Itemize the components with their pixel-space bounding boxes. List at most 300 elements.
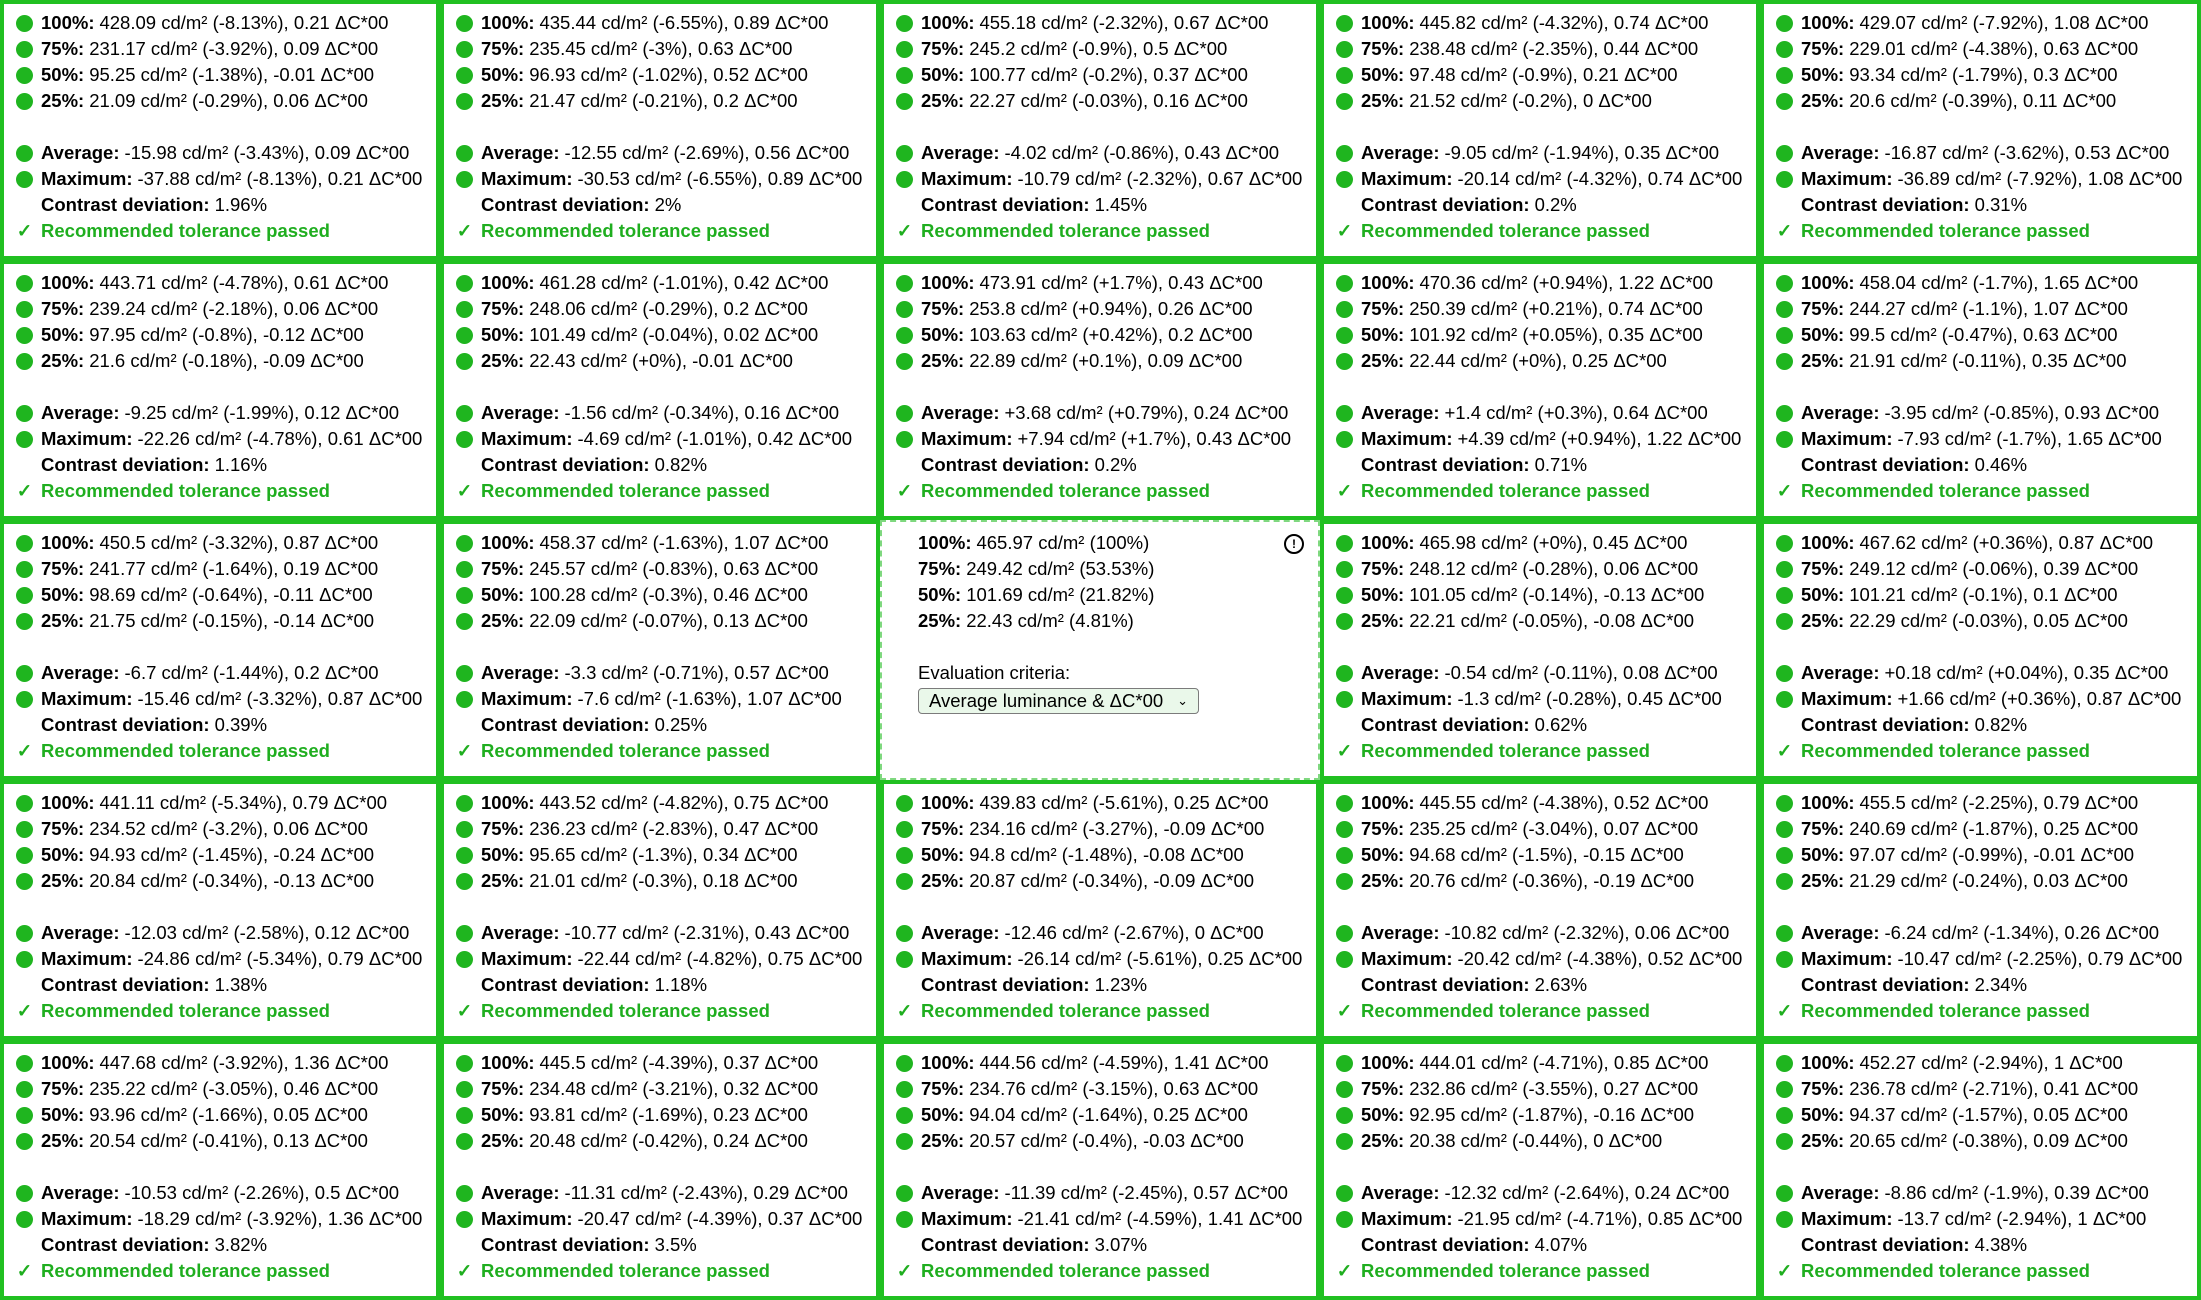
row-value: 473.91 cd/m² (+1.7%), 0.43 ΔC*00 [979,272,1263,293]
row-value: 429.07 cd/m² (-7.92%), 1.08 ΔC*00 [1859,12,2149,33]
row-value: -12.55 cd/m² (-2.69%), 0.56 ΔC*00 [564,142,850,163]
tolerance-passed-text: Recommended tolerance passed [1361,480,1650,501]
row-label: Contrast deviation: [921,194,1090,215]
tolerance-passed-text: Recommended tolerance passed [41,480,330,501]
row-value: 3.07% [1094,1234,1148,1255]
status-dot-icon [896,1133,913,1150]
row-value: -9.25 cd/m² (-1.99%), 0.12 ΔC*00 [124,402,400,423]
status-dot-icon [16,405,33,422]
status-dot-icon [456,847,473,864]
status-dot-icon [16,15,33,32]
tolerance-passed-text: Recommended tolerance passed [481,1000,770,1021]
row-label: 25%: [1801,610,1845,631]
measurement-row-p100 [1336,270,1744,296]
status-dot-icon [16,353,33,370]
status-dot-icon [1776,275,1793,292]
row-value: -10.53 cd/m² (-2.26%), 0.5 ΔC*00 [124,1182,400,1203]
status-dot-icon [896,327,913,344]
tolerance-passed-row [896,1258,1304,1284]
measurement-row-maximum [896,426,1304,452]
row-label: 50%: [481,1104,525,1125]
row-label: Average: [1361,142,1440,163]
contrast-deviation-row [456,712,864,738]
row-label: 25%: [1361,350,1405,371]
row-label: 100%: [41,792,95,813]
measurement-row-p25 [16,348,424,374]
status-dot-icon [1336,301,1353,318]
measurement-row-p50 [456,842,864,868]
measurement-cell [440,0,880,260]
row-label: Maximum: [1361,428,1453,449]
row-label: 50%: [41,844,85,865]
measurement-row-p100 [1776,790,2185,816]
row-value: 20.48 cd/m² (-0.42%), 0.24 ΔC*00 [529,1130,808,1151]
checkmark-icon: ✓ [896,1260,913,1281]
status-dot-icon [896,145,913,162]
row-value: 0.2% [1094,454,1137,475]
measurement-cell [0,1040,440,1300]
measurement-row-p25 [1776,348,2185,374]
measurement-row-p50 [456,62,864,88]
status-dot-icon [456,665,473,682]
status-dot-icon [456,1081,473,1098]
measurement-row-maximum [896,946,1304,972]
measurement-row-p100 [1776,10,2185,36]
spacer [896,374,1304,400]
measurement-cell [440,520,880,780]
row-label: 25%: [921,870,965,891]
spacer [1336,374,1744,400]
status-dot-icon [896,171,913,188]
row-label: 50%: [41,324,85,345]
measurement-row-p50 [1776,322,2185,348]
row-label: 50%: [41,1104,85,1125]
row-value: 100.77 cd/m² (-0.2%), 0.37 ΔC*00 [969,64,1248,85]
measurement-row-average [896,920,1304,946]
contrast-deviation-row [1336,192,1744,218]
status-dot-icon [456,821,473,838]
row-value: -8.86 cd/m² (-1.9%), 0.39 ΔC*00 [1884,1182,2149,1203]
row-value: 3.5% [654,1234,697,1255]
status-dot-icon [1776,1107,1793,1124]
row-label: Maximum: [1801,948,1893,969]
status-dot-icon [1336,15,1353,32]
measurement-cell [1760,260,2201,520]
measurement-row-p25 [1336,608,1744,634]
row-label: Contrast deviation: [921,454,1090,475]
tolerance-passed-row [1336,218,1744,244]
row-label: 50%: [481,584,525,605]
row-value: -26.14 cd/m² (-5.61%), 0.25 ΔC*00 [1017,948,1303,969]
measurement-row-p25 [1336,868,1744,894]
row-value: 95.65 cd/m² (-1.3%), 0.34 ΔC*00 [529,844,798,865]
checkmark-icon: ✓ [896,1000,913,1021]
reference-row-p25 [918,608,1282,634]
row-value: 0.82% [1974,714,2028,735]
status-dot-icon [1336,327,1353,344]
row-label: 100%: [921,1052,975,1073]
status-dot-icon [16,1185,33,1202]
row-label: 50%: [1361,324,1405,345]
status-dot-icon [1336,67,1353,84]
measurement-row-p100 [456,1050,864,1076]
status-dot-icon [1336,275,1353,292]
row-value: 450.5 cd/m² (-3.32%), 0.87 ΔC*00 [99,532,379,553]
row-value: 236.78 cd/m² (-2.71%), 0.41 ΔC*00 [1849,1078,2139,1099]
row-label: 75%: [481,818,525,839]
row-value: 94.8 cd/m² (-1.48%), -0.08 ΔC*00 [969,844,1244,865]
row-value: 21.09 cd/m² (-0.29%), 0.06 ΔC*00 [89,90,368,111]
row-value: 20.57 cd/m² (-0.4%), -0.03 ΔC*00 [969,1130,1244,1151]
row-label: 100%: [1801,272,1855,293]
measurement-row-p50 [1336,582,1744,608]
status-dot-icon [896,1081,913,1098]
measurement-row-p75 [456,1076,864,1102]
measurement-cell [1760,780,2201,1040]
row-value: -1.56 cd/m² (-0.34%), 0.16 ΔC*00 [564,402,840,423]
row-label: Contrast deviation: [41,714,210,735]
status-dot-icon [456,431,473,448]
row-label: 25%: [1801,1130,1845,1151]
measurement-row-p100 [1776,270,2185,296]
row-value: 2.34% [1974,974,2028,995]
row-value: 3.82% [214,1234,268,1255]
status-dot-icon [896,275,913,292]
measurement-row-p25 [896,348,1304,374]
spacer [896,114,1304,140]
checkmark-icon: ✓ [456,220,473,241]
spacer [456,894,864,920]
measurement-row-p50 [16,842,424,868]
row-value: -15.46 cd/m² (-3.32%), 0.87 ΔC*00 [137,688,423,709]
spacer [456,374,864,400]
row-label: 100%: [918,532,972,553]
row-value: 439.83 cd/m² (-5.61%), 0.25 ΔC*00 [979,792,1269,813]
reference-cell [880,520,1320,780]
row-value: 244.27 cd/m² (-1.1%), 1.07 ΔC*00 [1849,298,2128,319]
row-label: Average: [1361,1182,1440,1203]
spacer [456,114,864,140]
row-value: 0.71% [1534,454,1588,475]
contrast-deviation-row [1776,972,2185,998]
row-value: 101.05 cd/m² (-0.14%), -0.13 ΔC*00 [1409,584,1705,605]
row-value: 1.38% [214,974,268,995]
status-dot-icon [1776,1211,1793,1228]
row-value: 232.86 cd/m² (-3.55%), 0.27 ΔC*00 [1409,1078,1699,1099]
row-label: 25%: [1361,90,1405,111]
measurement-row-maximum [456,426,864,452]
row-label: 100%: [921,12,975,33]
row-label: Maximum: [481,1208,573,1229]
status-dot-icon [1776,847,1793,864]
row-label: Maximum: [1361,1208,1453,1229]
row-value: 2.63% [1534,974,1588,995]
status-dot-icon [456,93,473,110]
row-value: 245.2 cd/m² (-0.9%), 0.5 ΔC*00 [969,38,1228,59]
tolerance-passed-row [1776,1258,2185,1284]
row-label: Contrast deviation: [481,974,650,995]
measurement-row-p25 [16,1128,424,1154]
measurement-row-maximum [1336,1206,1744,1232]
status-dot-icon [1336,171,1353,188]
row-value: -24.86 cd/m² (-5.34%), 0.79 ΔC*00 [137,948,423,969]
measurement-row-p25 [456,348,864,374]
row-label: Contrast deviation: [481,194,650,215]
row-value: 238.48 cd/m² (-2.35%), 0.44 ΔC*00 [1409,38,1699,59]
tolerance-passed-row [16,478,424,504]
measurement-row-average [16,140,424,166]
status-dot-icon [1336,535,1353,552]
measurement-row-p100 [1336,790,1744,816]
row-value: 98.69 cd/m² (-0.64%), -0.11 ΔC*00 [89,584,373,605]
contrast-deviation-row [16,1232,424,1258]
row-label: Average: [1801,402,1880,423]
spacer [1336,634,1744,660]
status-dot-icon [456,587,473,604]
tolerance-passed-row [16,218,424,244]
measurement-row-p100 [896,270,1304,296]
measurement-cell [1760,0,2201,260]
tolerance-passed-row [1776,738,2185,764]
measurement-row-p75 [456,296,864,322]
status-dot-icon [896,951,913,968]
status-dot-icon [16,67,33,84]
status-dot-icon [16,301,33,318]
measurement-row-p75 [1776,816,2185,842]
row-value: -9.05 cd/m² (-1.94%), 0.35 ΔC*00 [1444,142,1720,163]
measurement-row-maximum [16,686,424,712]
status-dot-icon [1336,587,1353,604]
row-value: -37.88 cd/m² (-8.13%), 0.21 ΔC*00 [137,168,423,189]
status-dot-icon [896,67,913,84]
row-value: -3.3 cd/m² (-0.71%), 0.57 ΔC*00 [564,662,829,683]
row-value: -11.31 cd/m² (-2.43%), 0.29 ΔC*00 [564,1182,848,1203]
row-label: 75%: [481,298,525,319]
row-label: 25%: [41,1130,85,1151]
row-label: Average: [1801,662,1880,683]
status-dot-icon [896,431,913,448]
row-label: 50%: [481,324,525,345]
status-dot-icon [456,67,473,84]
measurement-cell [1320,520,1760,780]
row-label: 25%: [41,350,85,371]
checkmark-icon: ✓ [1776,740,1793,761]
row-label: Maximum: [41,428,133,449]
row-value: 101.69 cd/m² (21.82%) [966,584,1155,605]
row-label: 100%: [481,272,535,293]
status-dot-icon [456,327,473,344]
status-dot-icon [1776,665,1793,682]
measurement-row-average [1336,1180,1744,1206]
row-label: 100%: [1361,12,1415,33]
row-label: 75%: [41,298,85,319]
row-value: 445.82 cd/m² (-4.32%), 0.74 ΔC*00 [1419,12,1709,33]
row-value: 1.18% [654,974,708,995]
measurement-row-average [16,920,424,946]
row-label: Maximum: [921,1208,1013,1229]
row-value: 100.28 cd/m² (-0.3%), 0.46 ΔC*00 [529,584,808,605]
measurement-row-p75 [896,816,1304,842]
tolerance-passed-text: Recommended tolerance passed [1801,740,2090,761]
row-value: 235.22 cd/m² (-3.05%), 0.46 ΔC*00 [89,1078,379,1099]
row-label: Maximum: [41,168,133,189]
status-dot-icon [896,405,913,422]
info-icon[interactable]: ! [1284,534,1304,554]
row-value: 101.21 cd/m² (-0.1%), 0.1 ΔC*00 [1849,584,2118,605]
status-dot-icon [896,41,913,58]
row-value: 240.69 cd/m² (-1.87%), 0.25 ΔC*00 [1849,818,2139,839]
row-label: 100%: [41,12,95,33]
measurement-row-p75 [1336,816,1744,842]
measurement-row-p25 [1776,88,2185,114]
status-dot-icon [456,275,473,292]
row-label: Average: [1801,1182,1880,1203]
row-label: 100%: [1801,12,1855,33]
row-value: 2% [654,194,682,215]
row-value: 239.24 cd/m² (-2.18%), 0.06 ΔC*00 [89,298,379,319]
status-dot-icon [1336,847,1353,864]
status-dot-icon [456,925,473,942]
measurement-row-p25 [1336,1128,1744,1154]
status-dot-icon [456,795,473,812]
measurement-row-p100 [896,10,1304,36]
measurement-row-p75 [896,1076,1304,1102]
contrast-deviation-row [896,1232,1304,1258]
row-value: -4.02 cd/m² (-0.86%), 0.43 ΔC*00 [1004,142,1280,163]
measurement-row-p50 [456,1102,864,1128]
row-label: 50%: [41,64,85,85]
tolerance-passed-row [16,738,424,764]
row-value: 94.68 cd/m² (-1.5%), -0.15 ΔC*00 [1409,844,1684,865]
status-dot-icon [1336,353,1353,370]
row-label: Maximum: [921,428,1013,449]
measurement-cell [0,0,440,260]
tolerance-passed-text: Recommended tolerance passed [481,480,770,501]
row-value: 455.18 cd/m² (-2.32%), 0.67 ΔC*00 [979,12,1269,33]
tolerance-passed-row [896,478,1304,504]
row-value: +7.94 cd/m² (+1.7%), 0.43 ΔC*00 [1017,428,1292,449]
row-label: Contrast deviation: [41,974,210,995]
row-label: 75%: [1361,818,1405,839]
row-label: 50%: [1361,584,1405,605]
status-dot-icon [16,145,33,162]
row-label: Average: [921,402,1000,423]
row-label: 25%: [921,1130,965,1151]
spacer [896,894,1304,920]
row-label: 100%: [481,12,535,33]
row-value: 94.37 cd/m² (-1.57%), 0.05 ΔC*00 [1849,1104,2128,1125]
measurement-cell [1760,1040,2201,1300]
measurement-row-p50 [1776,1102,2185,1128]
spacer [1776,374,2185,400]
row-label: Average: [41,922,120,943]
measurement-row-p25 [1336,88,1744,114]
row-value: 234.52 cd/m² (-3.2%), 0.06 ΔC*00 [89,818,368,839]
row-label: 50%: [481,844,525,865]
evaluation-criteria-select[interactable] [918,688,1199,714]
row-label: 75%: [918,558,962,579]
measurement-row-average [456,660,864,686]
status-dot-icon [16,275,33,292]
row-label: Contrast deviation: [41,1234,210,1255]
row-label: 75%: [921,818,965,839]
contrast-deviation-row [1776,192,2185,218]
spacer [1336,114,1744,140]
measurement-row-maximum [16,1206,424,1232]
row-value: -16.87 cd/m² (-3.62%), 0.53 ΔC*00 [1884,142,2170,163]
measurement-row-average [1336,920,1744,946]
row-label: Maximum: [481,948,573,969]
row-label: Maximum: [921,168,1013,189]
row-label: 100%: [1801,1052,1855,1073]
measurement-row-average [1776,140,2185,166]
measurement-cell [1320,260,1760,520]
row-value: 103.63 cd/m² (+0.42%), 0.2 ΔC*00 [969,324,1253,345]
status-dot-icon [456,873,473,890]
row-value: 4.07% [1534,1234,1588,1255]
reference-row-p50 [918,582,1282,608]
measurement-row-p75 [1336,296,1744,322]
measurement-row-p25 [456,1128,864,1154]
measurement-row-maximum [1776,946,2185,972]
row-value: 234.16 cd/m² (-3.27%), -0.09 ΔC*00 [969,818,1265,839]
row-label: 100%: [1801,792,1855,813]
checkmark-icon: ✓ [896,480,913,501]
tolerance-passed-text: Recommended tolerance passed [921,480,1210,501]
row-label: 50%: [1801,64,1845,85]
status-dot-icon [1336,691,1353,708]
status-dot-icon [456,1211,473,1228]
status-dot-icon [1776,1055,1793,1072]
row-value: 445.55 cd/m² (-4.38%), 0.52 ΔC*00 [1419,792,1709,813]
status-dot-icon [1776,821,1793,838]
measurement-row-p50 [16,322,424,348]
measurement-row-average [896,140,1304,166]
measurement-row-p25 [16,88,424,114]
measurement-row-p75 [1776,556,2185,582]
row-label: Average: [1801,142,1880,163]
status-dot-icon [456,301,473,318]
row-value: -18.29 cd/m² (-3.92%), 1.36 ΔC*00 [137,1208,423,1229]
tolerance-passed-row [16,998,424,1024]
row-value: -10.77 cd/m² (-2.31%), 0.43 ΔC*00 [564,922,850,943]
status-dot-icon [1776,613,1793,630]
row-value: 20.54 cd/m² (-0.41%), 0.13 ΔC*00 [89,1130,368,1151]
checkmark-icon: ✓ [1776,220,1793,241]
measurement-row-p100 [16,270,424,296]
row-value: -22.26 cd/m² (-4.78%), 0.61 ΔC*00 [137,428,423,449]
row-value: 1.96% [214,194,268,215]
row-label: Maximum: [1801,168,1893,189]
measurement-row-average [896,400,1304,426]
row-label: 50%: [1361,1104,1405,1125]
row-label: Contrast deviation: [921,974,1090,995]
row-label: Average: [481,402,560,423]
status-dot-icon [16,691,33,708]
row-value: 93.34 cd/m² (-1.79%), 0.3 ΔC*00 [1849,64,2118,85]
row-value: 245.57 cd/m² (-0.83%), 0.63 ΔC*00 [529,558,819,579]
row-label: 25%: [1801,870,1845,891]
spacer [16,634,424,660]
row-label: 75%: [921,298,965,319]
tolerance-passed-text: Recommended tolerance passed [921,220,1210,241]
tolerance-passed-row [896,218,1304,244]
status-dot-icon [1336,41,1353,58]
measurement-row-p75 [16,816,424,842]
status-dot-icon [456,1133,473,1150]
checkmark-icon: ✓ [1336,220,1353,241]
row-label: 75%: [921,38,965,59]
